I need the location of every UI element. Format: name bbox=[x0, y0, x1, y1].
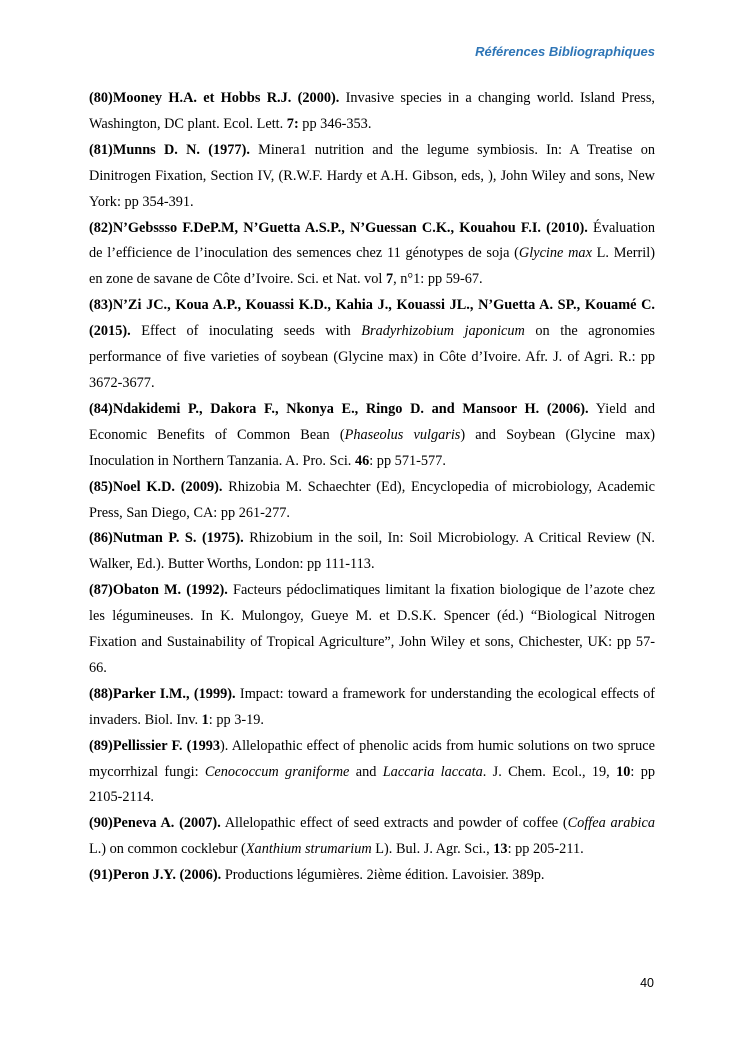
reference-authors: Mooney H.A. et Hobbs R.J. (2000). bbox=[112, 90, 340, 106]
reference-authors: Pellissier F. (1993 bbox=[112, 737, 221, 754]
reference-number: (88) bbox=[89, 685, 113, 702]
reference-authors: Obaton M. (1992). bbox=[112, 582, 228, 599]
reference-item: (91)Peron J.Y. (2006). Productions légumières. 2ième édition. Lavoisier. 389p. bbox=[89, 867, 545, 884]
reference-item: (84)Ndakidemi P., Dakora F., Nkonya E., Ringo D. and Mansoor H. (2006). Yield and Economic Benefits of Common Bean (Phaseolus vulgaris) and Soybean (Glycine max) Inoculation in Northern Tanzania. A. Pro. Sci. 46: pp 571-577. bbox=[89, 400, 655, 469]
reference-item: (82)N’Gebssso F.DeP.M, N’Guetta A.S.P., N’Guessan C.K., Kouahou F.I. (2010). Évaluation de l’efficience de l’inoculation des semences chez 11 génotypes de soja (Glycine max L. Merril) en zone de savane de Côte d’Ivoire. Sci. et Nat. vol 7, n°1: pp 59-67. bbox=[89, 219, 655, 288]
reference-number: (89) bbox=[89, 737, 113, 754]
reference-item: (90)Peneva A. (2007). Allelopathic effect of seed extracts and powder of coffee (Coffea arabica L.) on common cocklebur (Xanthium strumarium L). Bul. J. Agr. Sci., 13: pp 205-211. bbox=[89, 815, 655, 858]
running-header: Références Bibliographiques bbox=[475, 44, 655, 59]
reference-authors: Nutman P. S. (1975). bbox=[112, 530, 244, 547]
reference-item: (83)N’Zi JC., Koua A.P., Kouassi K.D., Kahia J., Kouassi JL., N’Guetta A. SP., Kouamé C. (2015). Effect of inoculating seeds with Bradyrhizobium japonicum on the agronomies performance of five varieties of soybean (Glycine max) in Côte d’Ivoire. Afr. J. of Agri. R.: pp 3672-3677. bbox=[89, 297, 655, 391]
reference-item: (86)Nutman P. S. (1975). Rhizobium in the soil, In: Soil Microbiology. A Critical Review (N. Walker, Ed.). Butter Worths, London: pp 111-113. bbox=[89, 530, 655, 573]
reference-authors: N’Gebssso F.DeP.M, N’Guetta A.S.P., N’Guessan C.K., Kouahou F.I. (2010). bbox=[112, 219, 588, 236]
reference-number: (90) bbox=[89, 815, 113, 832]
reference-item: (89)Pellissier F. (1993). Allelopathic effect of phenolic acids from humic solutions on two spruce mycorrhizal fungi: Cenococcum graniforme and Laccaria laccata. J. Chem. Ecol., 19, 10: pp 2105-2114. bbox=[89, 737, 656, 806]
page-number: 40 bbox=[640, 976, 654, 990]
reference-number: (87) bbox=[89, 582, 113, 599]
reference-list bbox=[89, 86, 655, 889]
reference-item: (80)Mooney H.A. et Hobbs R.J. (2000). Invasive species in a changing world. Island Press, Washington, DC plant. Ecol. Lett. 7: pp 346-353. bbox=[89, 90, 656, 132]
reference-authors: Ndakidemi P., Dakora F., Nkonya E., Ringo D. and Mansoor H. (2006). bbox=[112, 400, 589, 417]
reference-item: (87)Obaton M. (1992). Facteurs pédoclimatiques limitant la fixation biologique de l’azote chez les légumineuses. In K. Mulongoy, Gueye M. et D.S.K. Spencer (éd.) “Biological Nitrogen Fixation and Sustainability of Tropical Agriculture”, John Wiley et sons, Chichester, UK: pp 57-66. bbox=[89, 582, 655, 676]
reference-number: (81) bbox=[89, 141, 113, 158]
reference-authors: Peron J.Y. (2006). bbox=[112, 867, 222, 884]
reference-number: (80) bbox=[89, 90, 113, 106]
reference-item: (81)Munns D. N. (1977). Minera1 nutrition and the legume symbiosis. In: A Treatise on Dinitrogen Fixation, Section IV, (R.W.F. Hardy et A.H. Gibson, eds, ), John Wiley and sons, New York: pp 354-391. bbox=[89, 141, 655, 210]
reference-authors: Parker I.M., (1999). bbox=[112, 685, 236, 702]
reference-number: (91) bbox=[89, 867, 113, 884]
reference-number: (85) bbox=[89, 478, 113, 495]
reference-item: (88)Parker I.M., (1999). Impact: toward a framework for understanding the ecological effects of invaders. Biol. Inv. 1: pp 3-19. bbox=[89, 685, 656, 728]
reference-authors: N’Zi JC., Koua A.P., Kouassi K.D., Kahia J., Kouassi JL., N’Guetta A. SP., Kouamé C. (2015). bbox=[89, 297, 655, 340]
reference-authors: Noel K.D. (2009). bbox=[112, 478, 223, 495]
reference-authors: Peneva A. (2007). bbox=[112, 815, 221, 832]
reference-item: (85)Noel K.D. (2009). Rhizobia M. Schaechter (Ed), Encyclopedia of microbiology, Academic Press, San Diego, CA: pp 261-277. bbox=[89, 478, 655, 521]
reference-authors: Munns D. N. (1977). bbox=[112, 141, 250, 158]
reference-number: (82) bbox=[89, 219, 113, 236]
reference-number: (83) bbox=[89, 297, 113, 314]
reference-number: (86) bbox=[89, 530, 113, 547]
reference-number: (84) bbox=[89, 400, 113, 417]
